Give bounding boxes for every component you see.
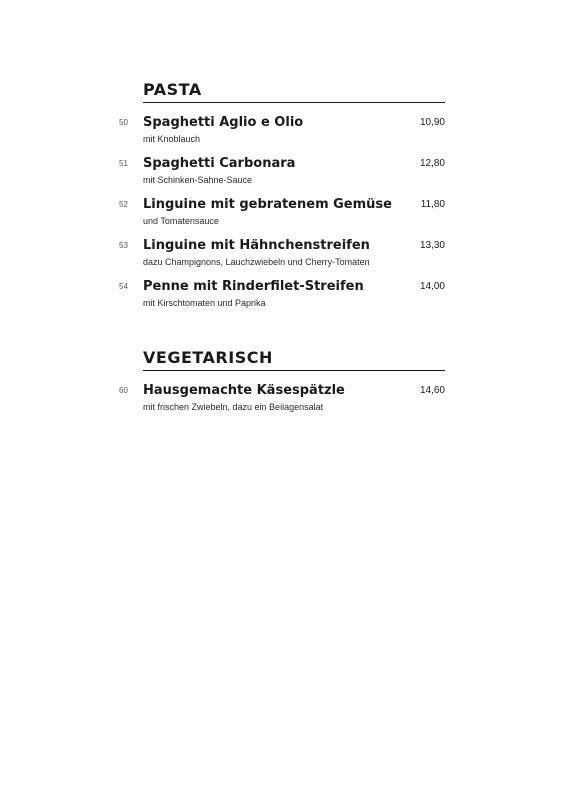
menu-item (119, 279, 445, 309)
item-description: mit frischen Zwiebeln, dazu ein Beilagensalat (143, 402, 324, 412)
item-description: mit Knoblauch (143, 134, 201, 144)
item-name: Penne mit Rinderfilet-Streifen (143, 279, 364, 294)
item-name: Spaghetti Aglio e Olio (143, 115, 304, 130)
item-price: 14,00 (419, 281, 445, 292)
item-number: 50 (119, 118, 128, 127)
item-number: 60 (119, 386, 128, 395)
item-price: 13,30 (419, 240, 445, 251)
menu-item (119, 197, 445, 227)
item-price: 14,60 (419, 385, 445, 396)
menu-item (119, 115, 445, 145)
menu-item (119, 383, 445, 413)
item-number: 52 (119, 200, 128, 209)
item-description: mit Schinken-Sahne-Sauce (143, 175, 253, 185)
item-description: und Tomatensauce (143, 216, 219, 226)
item-description: dazu Champignons, Lauchzwiebeln und Cherry-Tomaten (143, 257, 370, 267)
item-name: Hausgemachte Käsespätzle (143, 383, 345, 398)
menu-item (119, 238, 445, 268)
section-pasta (119, 80, 445, 309)
item-number: 53 (119, 241, 128, 250)
section-vegetarisch (119, 348, 445, 413)
item-price: 12,80 (419, 158, 445, 169)
item-price: 10,90 (419, 117, 445, 128)
item-number: 51 (119, 159, 128, 168)
item-name: Linguine mit gebratenem Gemüse (143, 197, 392, 212)
item-description: mit Kirschtomaten und Paprika (143, 298, 266, 308)
item-name: Linguine mit Hähnchenstreifen (143, 238, 370, 253)
section-title: PASTA (143, 81, 445, 103)
section-title: VEGETARISCH (143, 349, 445, 371)
item-number: 54 (119, 282, 128, 291)
menu-item (119, 156, 445, 186)
item-name: Spaghetti Carbonara (143, 156, 296, 171)
item-price: 11,80 (420, 199, 445, 210)
